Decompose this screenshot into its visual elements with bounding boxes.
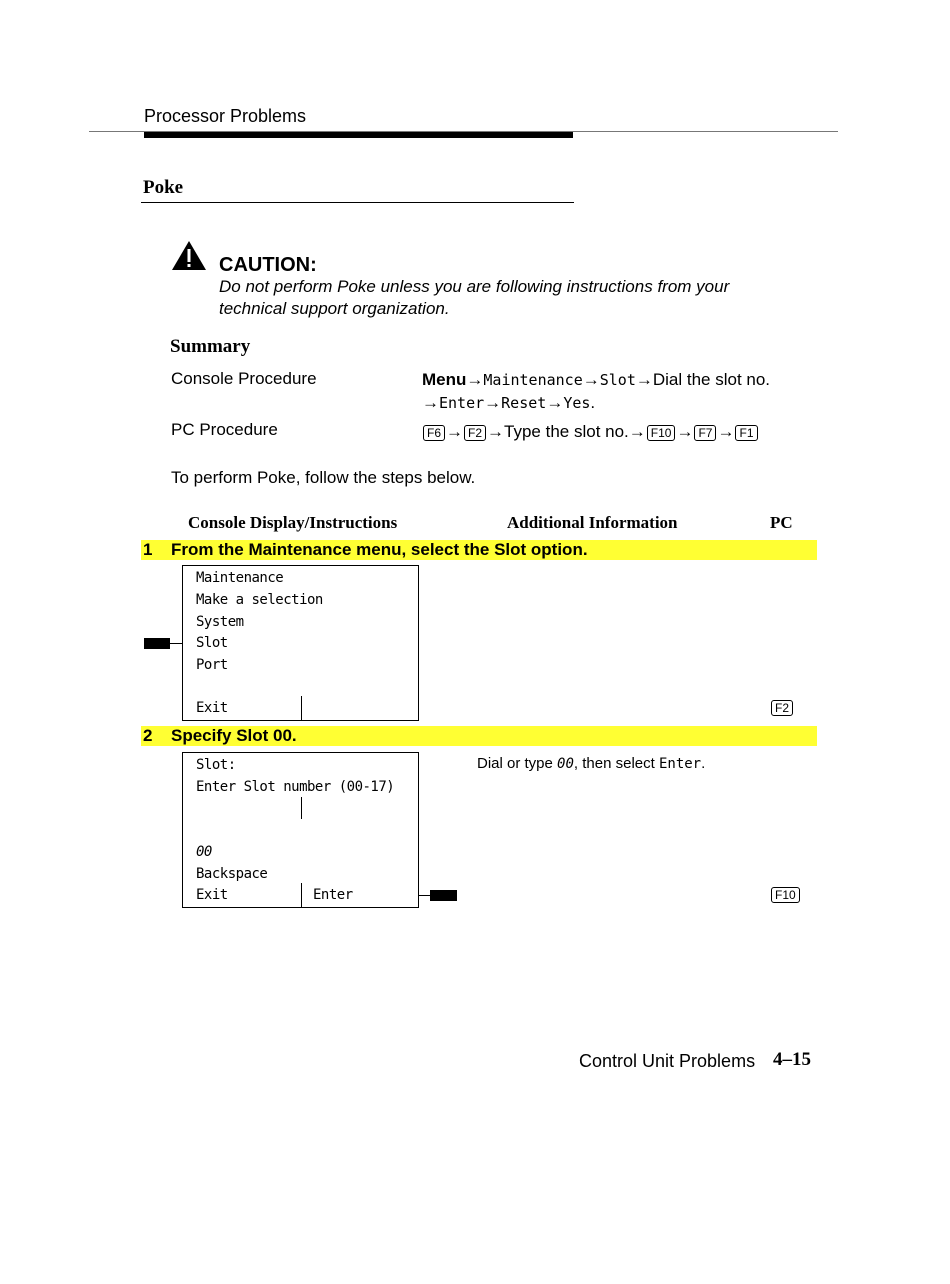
warning-icon [171,240,207,272]
caution-text-1: Do not perform Poke unless you are following instructions from your [219,277,730,296]
summary-heading: Summary [170,336,251,357]
step-1-number: 1 [143,540,153,559]
caution-text-2: technical support organization. [219,299,450,318]
key-f2: F2 [771,700,793,716]
screen-line: Maintenance [196,570,284,586]
key-f6: F6 [423,425,445,441]
caution-label: CAUTION: [219,254,317,276]
screen-line: Slot: [196,757,236,773]
section-rule [141,202,574,203]
step-1-pc-key [770,699,794,717]
info-text: . [701,755,706,772]
console-procedure-steps: Menu→Maintenance→Slot→Dial the slot no. [422,370,771,389]
console-step-maintenance: Maintenance [483,371,583,389]
console-procedure-label: Console Procedure [171,369,317,388]
step-2-additional-info [477,755,705,773]
key-f1: F1 [735,425,757,441]
console-procedure-steps-2: →Enter→Reset→Yes. [422,393,596,412]
pointer-enter [430,890,457,901]
screen-line: System [196,614,244,630]
console-step-dial: Dial the slot no. [652,370,771,389]
info-text: , then select [573,755,659,772]
console-step-slot: Slot [599,371,636,389]
step-1-console-screen [182,565,419,721]
screen-line: Port [196,657,228,673]
screen-softkey-backspace: Backspace [196,866,268,882]
step-2-pc-key [770,886,801,904]
screen-divider [301,883,302,907]
console-step-enter: Enter [439,394,485,412]
pc-step-type: Type the slot no. [504,422,629,441]
key-f7: F7 [694,425,716,441]
header-rule-thick [144,132,573,138]
step-1-instruction: From the Maintenance menu, select the Slot option. [171,540,588,559]
screen-line-selected: Slot [196,635,228,651]
console-step-menu: Menu [422,370,467,389]
pointer-enter-tick [418,895,430,896]
intro-text: To perform Poke, follow the steps below. [171,468,476,487]
step-1-bar [141,540,817,560]
screen-line: Enter Slot number (00-17) [196,779,395,795]
screen-softkey-exit: Exit [196,700,228,716]
column-header-console: Console Display/Instructions [188,513,398,532]
step-2-console-screen [182,752,419,908]
running-title: Processor Problems [144,106,307,126]
pc-procedure-label: PC Procedure [171,420,278,439]
pointer-slot-tick [170,643,182,644]
step-2-instruction: Specify Slot 00. [171,726,297,745]
screen-line: Make a selection [196,592,323,608]
screen-softkey-exit: Exit [196,887,228,903]
column-header-pc: PC [770,513,793,532]
console-step-reset: Reset [501,394,547,412]
console-step-yes: Yes [563,394,591,412]
footer-page-number: 4–15 [773,1049,811,1070]
footer-chapter: Control Unit Problems [579,1051,756,1071]
screen-divider [301,696,302,720]
screen-line-input: 00 [196,844,212,860]
column-header-info: Additional Information [507,513,678,532]
step-2-bar [141,726,817,746]
pointer-slot [144,638,170,649]
screen-softkey-enter: Enter [313,887,353,903]
info-enter: Enter [658,756,702,772]
key-f10: F10 [647,425,676,441]
info-text: Dial or type [477,755,558,772]
section-title: Poke [143,177,184,198]
screen-divider [301,797,302,819]
key-f2: F2 [464,425,486,441]
pc-procedure-steps: F6 → F2 →Type the slot no.→ F10 → F7 → F1 [422,421,759,443]
info-value: 00 [557,756,574,772]
key-f10: F10 [771,887,800,903]
step-2-number: 2 [143,726,153,745]
